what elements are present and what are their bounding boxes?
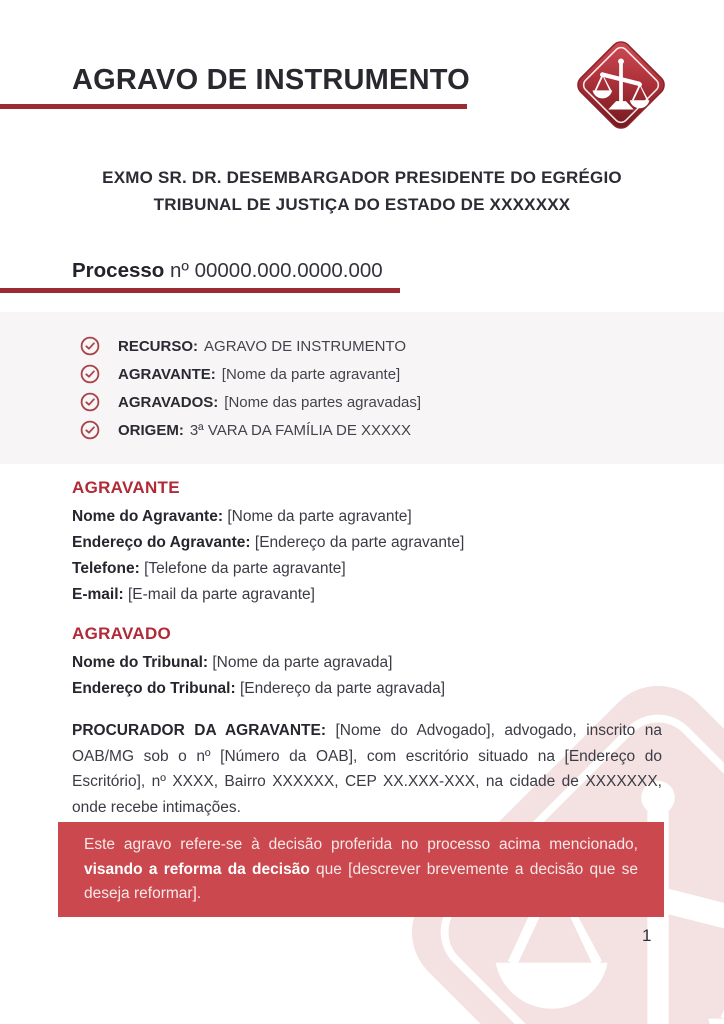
- summary-row-agravados: [80, 388, 724, 416]
- scales-of-justice-logo-icon: [572, 36, 670, 134]
- agravante-fields: [72, 504, 662, 608]
- field-label: Telefone:: [72, 560, 140, 577]
- field-label: Nome do Agravante:: [72, 508, 224, 525]
- field-nome-agravante: [72, 504, 662, 530]
- procurador-paragraph: [72, 718, 662, 820]
- field-label: Endereço do Agravante:: [72, 534, 251, 551]
- page-title: AGRAVO DE INSTRUMENTO: [72, 64, 470, 96]
- field-value: [Nome da parte agravada]: [212, 654, 393, 671]
- summary-row-recurso: [80, 332, 724, 360]
- summary-value: [Nome das partes agravadas]: [224, 393, 422, 411]
- notice-text-bold: visando a reforma da decisão: [84, 860, 310, 878]
- field-label: Endereço do Tribunal:: [72, 680, 236, 697]
- agravante-section-heading: AGRAVANTE: [72, 478, 180, 497]
- process-underline: [0, 288, 400, 293]
- summary-value: [Nome da parte agravante]: [221, 365, 401, 383]
- summary-row-origem: [80, 416, 724, 444]
- field-value: [Endereço da parte agravada]: [239, 680, 446, 697]
- page-number: 1: [642, 926, 652, 945]
- summary-label: RECURSO:: [118, 337, 199, 355]
- field-label: E-mail:: [72, 586, 124, 603]
- field-email: [72, 582, 662, 608]
- court-heading: [0, 164, 724, 218]
- summary-value: AGRAVO DE INSTRUMENTO: [204, 337, 406, 355]
- check-circle-icon: [80, 392, 100, 412]
- field-endereco-agravante: [72, 530, 662, 556]
- process-label: Processo: [72, 259, 165, 282]
- field-endereco-tribunal: [72, 676, 662, 702]
- summary-label: ORIGEM:: [118, 421, 184, 439]
- parties-details: [72, 478, 662, 820]
- case-summary-panel: [0, 312, 724, 464]
- process-number-line: [72, 258, 383, 284]
- court-heading-line1: EXMO SR. DR. DESEMBARGADOR PRESIDENTE DO EGRÉGIO: [102, 168, 622, 187]
- agravado-section-heading: AGRAVADO: [72, 624, 172, 643]
- check-circle-icon: [80, 364, 100, 384]
- field-label: Nome do Tribunal:: [72, 654, 209, 671]
- check-circle-icon: [80, 336, 100, 356]
- court-heading-line2: TRIBUNAL DE JUSTIÇA DO ESTADO DE XXXXXXX: [153, 195, 571, 214]
- field-value: [Endereço da parte agravante]: [254, 534, 465, 551]
- field-value: [E-mail da parte agravante]: [128, 586, 315, 603]
- process-number: nº 00000.000.0000.000: [170, 259, 383, 282]
- title-underline: [0, 104, 467, 109]
- summary-value: 3ª VARA DA FAMÍLIA DE XXXXX: [189, 421, 412, 439]
- summary-label: AGRAVANTE:: [118, 365, 216, 383]
- field-value: [Nome da parte agravante]: [227, 508, 412, 525]
- check-circle-icon: [80, 420, 100, 440]
- summary-row-agravante: [80, 360, 724, 388]
- agravado-fields: [72, 650, 662, 702]
- field-value: [Telefone da parte agravante]: [144, 560, 346, 577]
- field-telefone: [72, 556, 662, 582]
- notice-box: [58, 822, 664, 917]
- procurador-label: PROCURADOR DA AGRAVANTE:: [72, 722, 327, 739]
- notice-text-before: Este agravo refere-se à decisão proferida no processo acima mencionado,: [84, 836, 638, 853]
- summary-label: AGRAVADOS:: [118, 393, 219, 411]
- notice-text-after: que [descrever brevemente a decisão que se deseja reformar].: [84, 860, 638, 902]
- field-nome-tribunal: [72, 650, 662, 676]
- procurador-text: [Nome do Advogado], advogado, inscrito na OAB/MG sob o nº [Número da OAB], com escritório situado na [Endereço do Escritório], nº XXXX, Bairro XXXXXX, CEP XX.XXX-XXX, na cidade de XXXXXXX, onde recebe intimações.: [72, 722, 662, 816]
